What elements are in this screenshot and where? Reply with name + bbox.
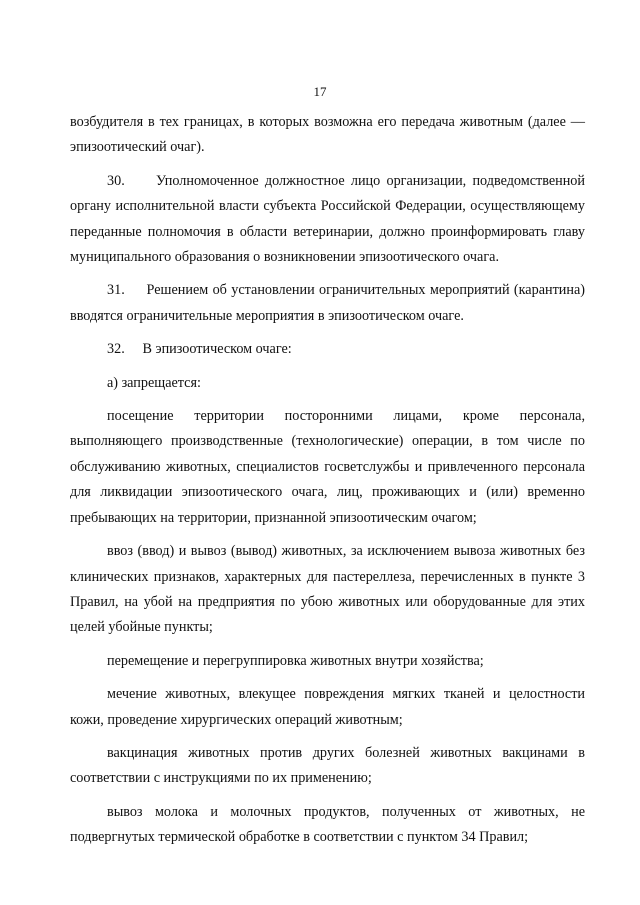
prohibition-milk-export: вывоз молока и молочных продуктов, полученных от животных, не подвергнутых термической обработке в соответствии с пунктом 34 Правил;	[70, 803, 585, 846]
prohibition-import-export: ввоз (ввод) и вывоз (вывод) животных, за исключением вывоза животных без клинических признаков, характерных для пастереллеза, перечисленных в пункте 3 Правил, на убой на предприятия по убою животных или оборудованные для этих целей убойные пункты;	[70, 543, 585, 636]
page-number: 17	[313, 84, 327, 99]
prohibition-marking: мечение животных, влекущее повреждения мягких тканей и целостности кожи, проведение хирургических операций животным;	[70, 686, 585, 728]
document-body	[70, 110, 585, 859]
prohibition-visiting: посещение территории посторонними лицами, кроме персонала, выполняющего производственные (технологические) операции, в том числе по обслуживанию животных, специалистов госветслужбы и привлеченного персонала для ликвидации эпизоотического очага, лиц, проживающих и (или) временно пребывающих на территории, признанной эпизоотическим очагом;	[70, 408, 585, 526]
paragraph-item-30: 30. Уполномоченное должностное лицо организации, подведомственной органу исполнительной власти субъекта Российской Федерации, осуществляющему переданные полномочия в области ветеринарии, должно проинформировать главу муниципального образования о возникновении эпизоотического очага.	[70, 172, 585, 266]
paragraph-item-31: 31. Решением об установлении ограничительных мероприятий (карантина) вводятся ограничительные мероприятия в эпизоотическом очаге.	[70, 282, 585, 324]
prohibition-vaccination: вакцинация животных против других болезней животных вакцинами в соответствии с инструкциями по их применению;	[70, 744, 585, 787]
paragraph-continuation: возбудителя в тех границах, в которых возможна его передача животным (далее –– эпизоотический очаг).	[70, 114, 585, 156]
prohibition-regrouping: перемещение и перегруппировка животных внутри хозяйства;	[107, 652, 484, 669]
paragraph-item-32: 32. В эпизоотическом очаге:	[107, 341, 292, 358]
subitem-a-heading: а) запрещается:	[107, 374, 201, 391]
